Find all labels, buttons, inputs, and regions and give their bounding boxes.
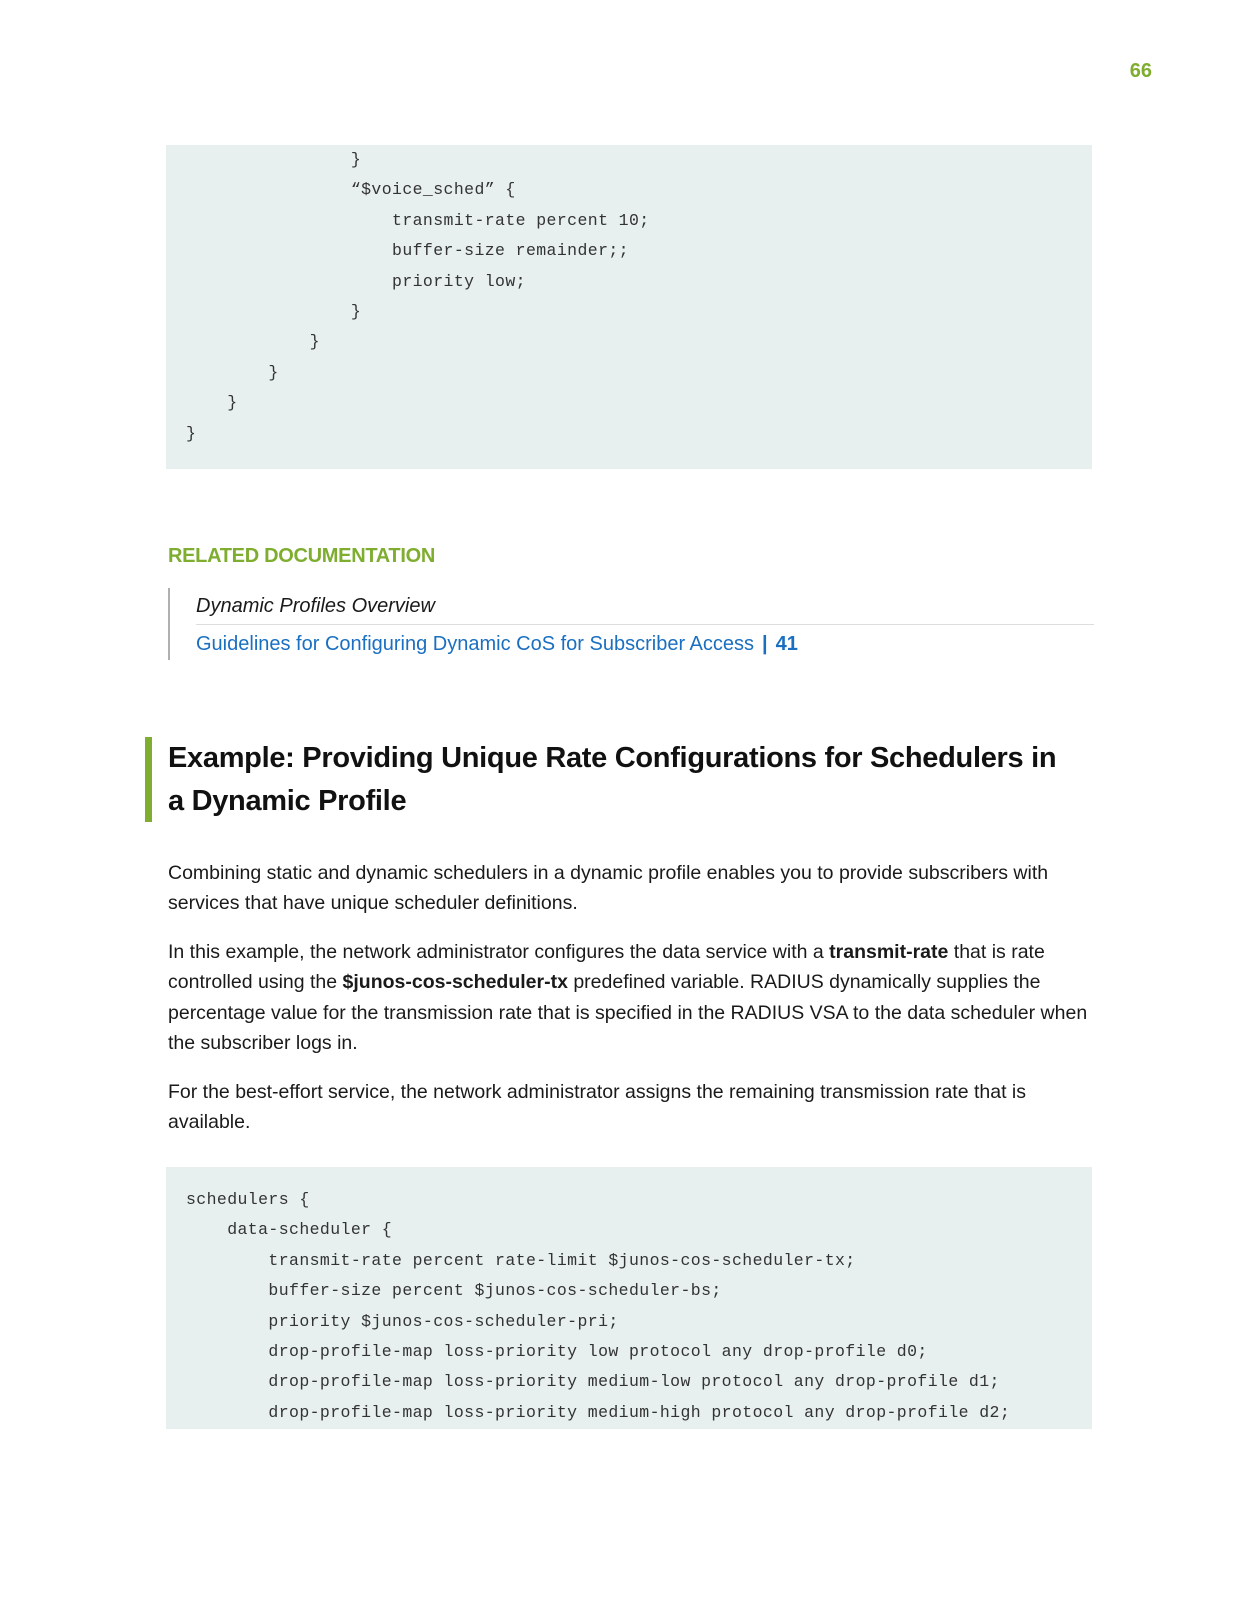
page-number: 66 bbox=[1129, 60, 1152, 82]
section-accent-bar bbox=[145, 737, 152, 822]
link-separator: | bbox=[762, 633, 768, 655]
code-line: drop-profile-map loss-priority low protocol any drop-profile d0; bbox=[186, 1341, 928, 1361]
related-link-label[interactable]: Guidelines for Configuring Dynamic CoS for Subscriber Access bbox=[196, 633, 755, 655]
code-line: drop-profile-map loss-priority medium-low protocol any drop-profile d1; bbox=[186, 1372, 1000, 1392]
related-link-label: Dynamic Profiles Overview bbox=[196, 595, 435, 617]
code-line: “$voice_sched” { bbox=[186, 180, 516, 200]
text: In this example, the network administrator configures the data service with a bbox=[168, 941, 830, 963]
paragraph-intro: Combining static and dynamic schedulers in a dynamic profile enables you to provide subscribers with services that have unique scheduler definitions. bbox=[168, 862, 1049, 915]
code-line: buffer-size percent $junos-cos-scheduler-bs; bbox=[186, 1281, 722, 1301]
related-link-dynamic-profiles-overview[interactable] bbox=[196, 588, 1094, 625]
related-documentation-list bbox=[168, 588, 1094, 660]
related-link-guidelines[interactable] bbox=[196, 626, 1094, 662]
code-line: priority low; bbox=[186, 271, 526, 291]
code-line: } bbox=[186, 301, 362, 321]
paragraph-best-effort: For the best-effort service, the network administrator assigns the remaining transmission rate that is available. bbox=[168, 1081, 1027, 1134]
code-line: } bbox=[186, 423, 197, 443]
text: predefined variable. RADIUS dynamically supplies the percentage value for the transmission rate that is specified in the RADIUS VSA to the data scheduler when the subscriber logs in. bbox=[168, 971, 1088, 1055]
code-line: transmit-rate percent 10; bbox=[186, 210, 650, 230]
paragraph-transmit-rate bbox=[168, 937, 1098, 1059]
code-block-schedulers bbox=[166, 1167, 1092, 1429]
bold-term-transmit-rate: transmit-rate bbox=[829, 941, 949, 963]
code-line: } bbox=[186, 362, 279, 382]
page-reference[interactable]: 41 bbox=[775, 633, 798, 655]
related-documentation-heading: RELATED DOCUMENTATION bbox=[168, 545, 436, 567]
code-line: schedulers { bbox=[186, 1190, 310, 1209]
code-line: } bbox=[186, 393, 238, 413]
code-line: drop-profile-map loss-priority medium-high protocol any drop-profile d2; bbox=[186, 1402, 1011, 1422]
code-line: data-scheduler { bbox=[186, 1220, 393, 1240]
text: that is rate controlled using the bbox=[168, 941, 1045, 994]
code-line: } bbox=[186, 150, 362, 169]
code-line: buffer-size remainder;; bbox=[186, 241, 629, 261]
section-title: Example: Providing Unique Rate Configurations for Schedulers in a Dynamic Profile bbox=[168, 742, 1057, 817]
code-line: priority $junos-cos-scheduler-pri; bbox=[186, 1311, 619, 1331]
code-line: } bbox=[186, 332, 320, 352]
bold-term-variable: $junos-cos-scheduler-tx bbox=[342, 971, 568, 994]
code-block-top bbox=[166, 145, 1092, 469]
code-line: transmit-rate percent rate-limit $junos-cos-scheduler-tx; bbox=[186, 1250, 856, 1270]
